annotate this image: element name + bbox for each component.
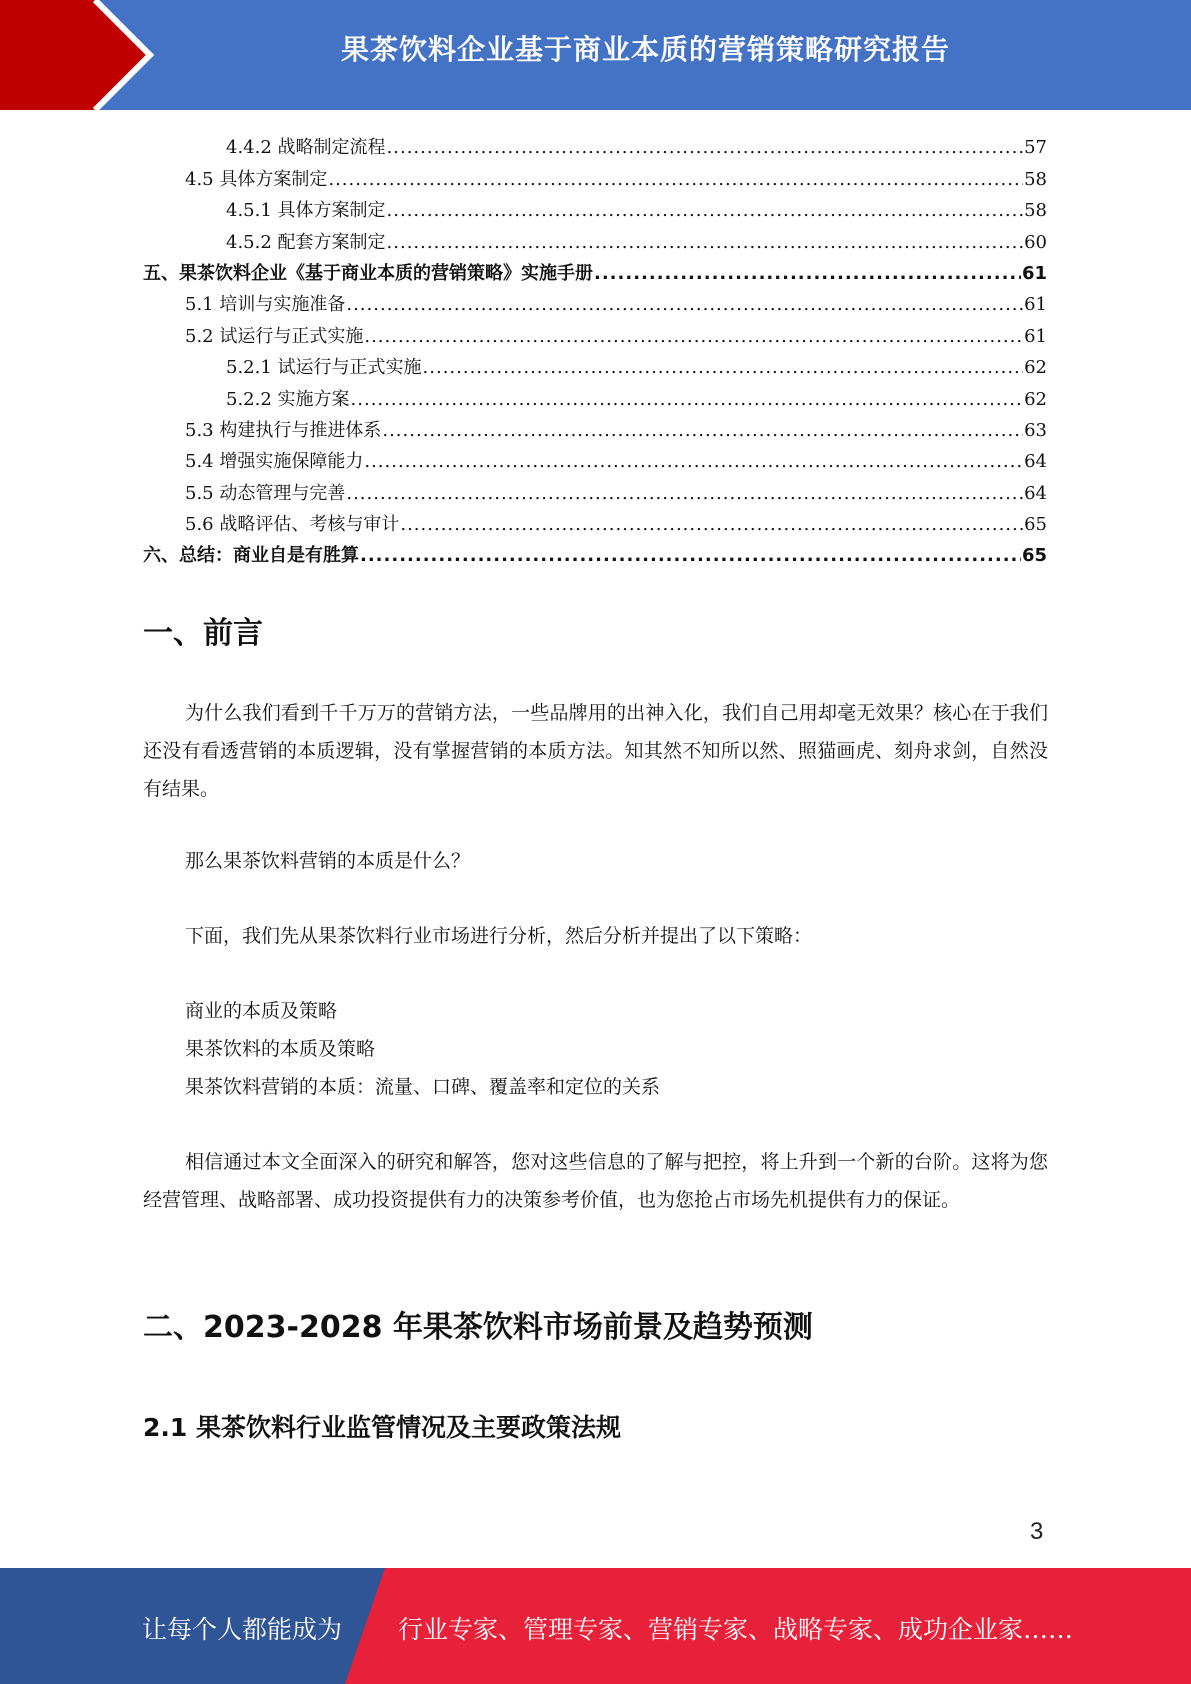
toc-leader-dots bbox=[400, 514, 1023, 536]
paragraph-analysis: 下面，我们先从果茶饮料行业市场进行分析，然后分析并提出了以下策略： bbox=[185, 925, 813, 947]
toc-entry-page: 57 bbox=[1024, 137, 1047, 159]
toc-entry-page: 64 bbox=[1024, 482, 1047, 504]
toc-leader-dots bbox=[387, 137, 1024, 159]
toc-entry-label: 六、总结：商业自是有胜算 bbox=[143, 545, 359, 567]
toc-entry[interactable] bbox=[143, 536, 1047, 567]
paragraph-intro: 为什么我们看到千千万万的营销方法，一些品牌用的出神入化，我们自己用却毫无效果？核心在于我们还没有看透营销的本质逻辑，没有掌握营销的本质方法。知其然不知所以然、照猫画虎、刻舟求剑，自然没有结果。 bbox=[143, 702, 1048, 800]
footer-slogan-right: 行业专家、管理专家、营销专家、战略专家、成功企业家…… bbox=[398, 1615, 1074, 1644]
toc-leader-dots bbox=[387, 200, 1024, 222]
toc-entry-label: 5.2.1 试运行与正式实施 bbox=[226, 357, 422, 379]
toc-entry-label: 5.3 构建执行与推进体系 bbox=[185, 419, 382, 441]
list-item: 果茶饮料的本质及策略 bbox=[185, 1038, 376, 1060]
page-footer bbox=[0, 1568, 1191, 1684]
toc-entry-page: 60 bbox=[1024, 231, 1047, 253]
toc-entry[interactable] bbox=[143, 411, 1047, 442]
toc-entry-page: 61 bbox=[1021, 262, 1047, 284]
toc-leader-dots bbox=[346, 294, 1023, 316]
list-item: 商业的本质及策略 bbox=[185, 1000, 338, 1022]
toc-entry-label: 5.2.2 实施方案 bbox=[226, 388, 350, 410]
toc-entry-label: 5.6 战略评估、考核与审计 bbox=[185, 514, 400, 536]
paragraph-question: 那么果茶饮料营销的本质是什么？ bbox=[185, 850, 471, 872]
toc-leader-dots bbox=[423, 357, 1024, 379]
header-title: 果茶饮料企业基于商业本质的营销策略研究报告 bbox=[340, 33, 950, 66]
toc-leader-dots bbox=[382, 420, 1023, 442]
toc-entry-label: 五、果茶饮料企业《基于商业本质的营销策略》实施手册 bbox=[143, 262, 593, 284]
section-heading-market-outlook: 二、2023-2028 年果茶饮料市场前景及趋势预测 bbox=[143, 1310, 813, 1345]
toc-entry[interactable] bbox=[143, 379, 1047, 410]
toc-entry[interactable] bbox=[143, 316, 1047, 347]
toc-entry[interactable] bbox=[143, 128, 1047, 159]
toc-leader-dots bbox=[360, 545, 1021, 567]
toc-entry-page: 61 bbox=[1024, 294, 1047, 316]
toc-leader-dots bbox=[594, 263, 1021, 285]
toc-entry-page: 64 bbox=[1024, 451, 1047, 473]
toc-entry-label: 4.4.2 战略制定流程 bbox=[226, 137, 386, 159]
footer-slogan-left: 让每个人都能成为 bbox=[142, 1615, 343, 1644]
toc-entry-page: 65 bbox=[1021, 545, 1047, 567]
toc-leader-dots bbox=[346, 483, 1023, 505]
toc-entry-page: 62 bbox=[1024, 357, 1047, 379]
toc-entry[interactable] bbox=[143, 222, 1047, 253]
toc-entry-label: 4.5.2 配套方案制定 bbox=[226, 231, 386, 253]
toc-entry[interactable] bbox=[143, 505, 1047, 536]
toc-entry-page: 58 bbox=[1024, 200, 1047, 222]
paragraph-conclusion: 相信通过本文全面深入的研究和解答，您对这些信息的了解与把控，将上升到一个新的台阶。这将为您经营管理、战略部署、成功投资提供有力的决策参考价值，也为您抢占市场先机提供有力的保证。 bbox=[143, 1151, 1048, 1211]
table-of-contents bbox=[143, 128, 1047, 567]
toc-entry-label: 5.4 增强实施保障能力 bbox=[185, 451, 364, 473]
toc-entry-page: 61 bbox=[1024, 325, 1047, 347]
toc-leader-dots bbox=[364, 326, 1023, 348]
toc-leader-dots bbox=[351, 389, 1024, 411]
toc-entry-page: 65 bbox=[1024, 514, 1047, 536]
toc-entry[interactable] bbox=[143, 159, 1047, 190]
page-header bbox=[0, 0, 1191, 110]
section-heading-preface: 一、前言 bbox=[143, 616, 263, 651]
subsection-heading-regulation: 2.1 果茶饮料行业监管情况及主要政策法规 bbox=[143, 1413, 621, 1442]
toc-leader-dots bbox=[364, 451, 1023, 473]
toc-entry-label: 4.5.1 具体方案制定 bbox=[226, 200, 386, 222]
toc-leader-dots bbox=[328, 169, 1023, 191]
toc-entry-label: 5.5 动态管理与完善 bbox=[185, 482, 346, 504]
toc-entry-label: 5.1 培训与实施准备 bbox=[185, 294, 346, 316]
toc-entry[interactable] bbox=[143, 191, 1047, 222]
toc-leader-dots bbox=[387, 232, 1024, 254]
toc-entry[interactable] bbox=[143, 254, 1047, 285]
toc-entry[interactable] bbox=[143, 285, 1047, 316]
toc-entry-page: 58 bbox=[1024, 168, 1047, 190]
toc-entry[interactable] bbox=[143, 442, 1047, 473]
toc-entry-page: 62 bbox=[1024, 388, 1047, 410]
page-number: 3 bbox=[1030, 1518, 1044, 1545]
toc-entry-page: 63 bbox=[1024, 419, 1047, 441]
toc-entry[interactable] bbox=[143, 473, 1047, 504]
list-item: 果茶饮料营销的本质：流量、口碑、覆盖率和定位的关系 bbox=[185, 1076, 661, 1098]
toc-entry-label: 5.2 试运行与正式实施 bbox=[185, 325, 364, 347]
toc-entry-label: 4.5 具体方案制定 bbox=[185, 168, 328, 190]
toc-entry[interactable] bbox=[143, 348, 1047, 379]
